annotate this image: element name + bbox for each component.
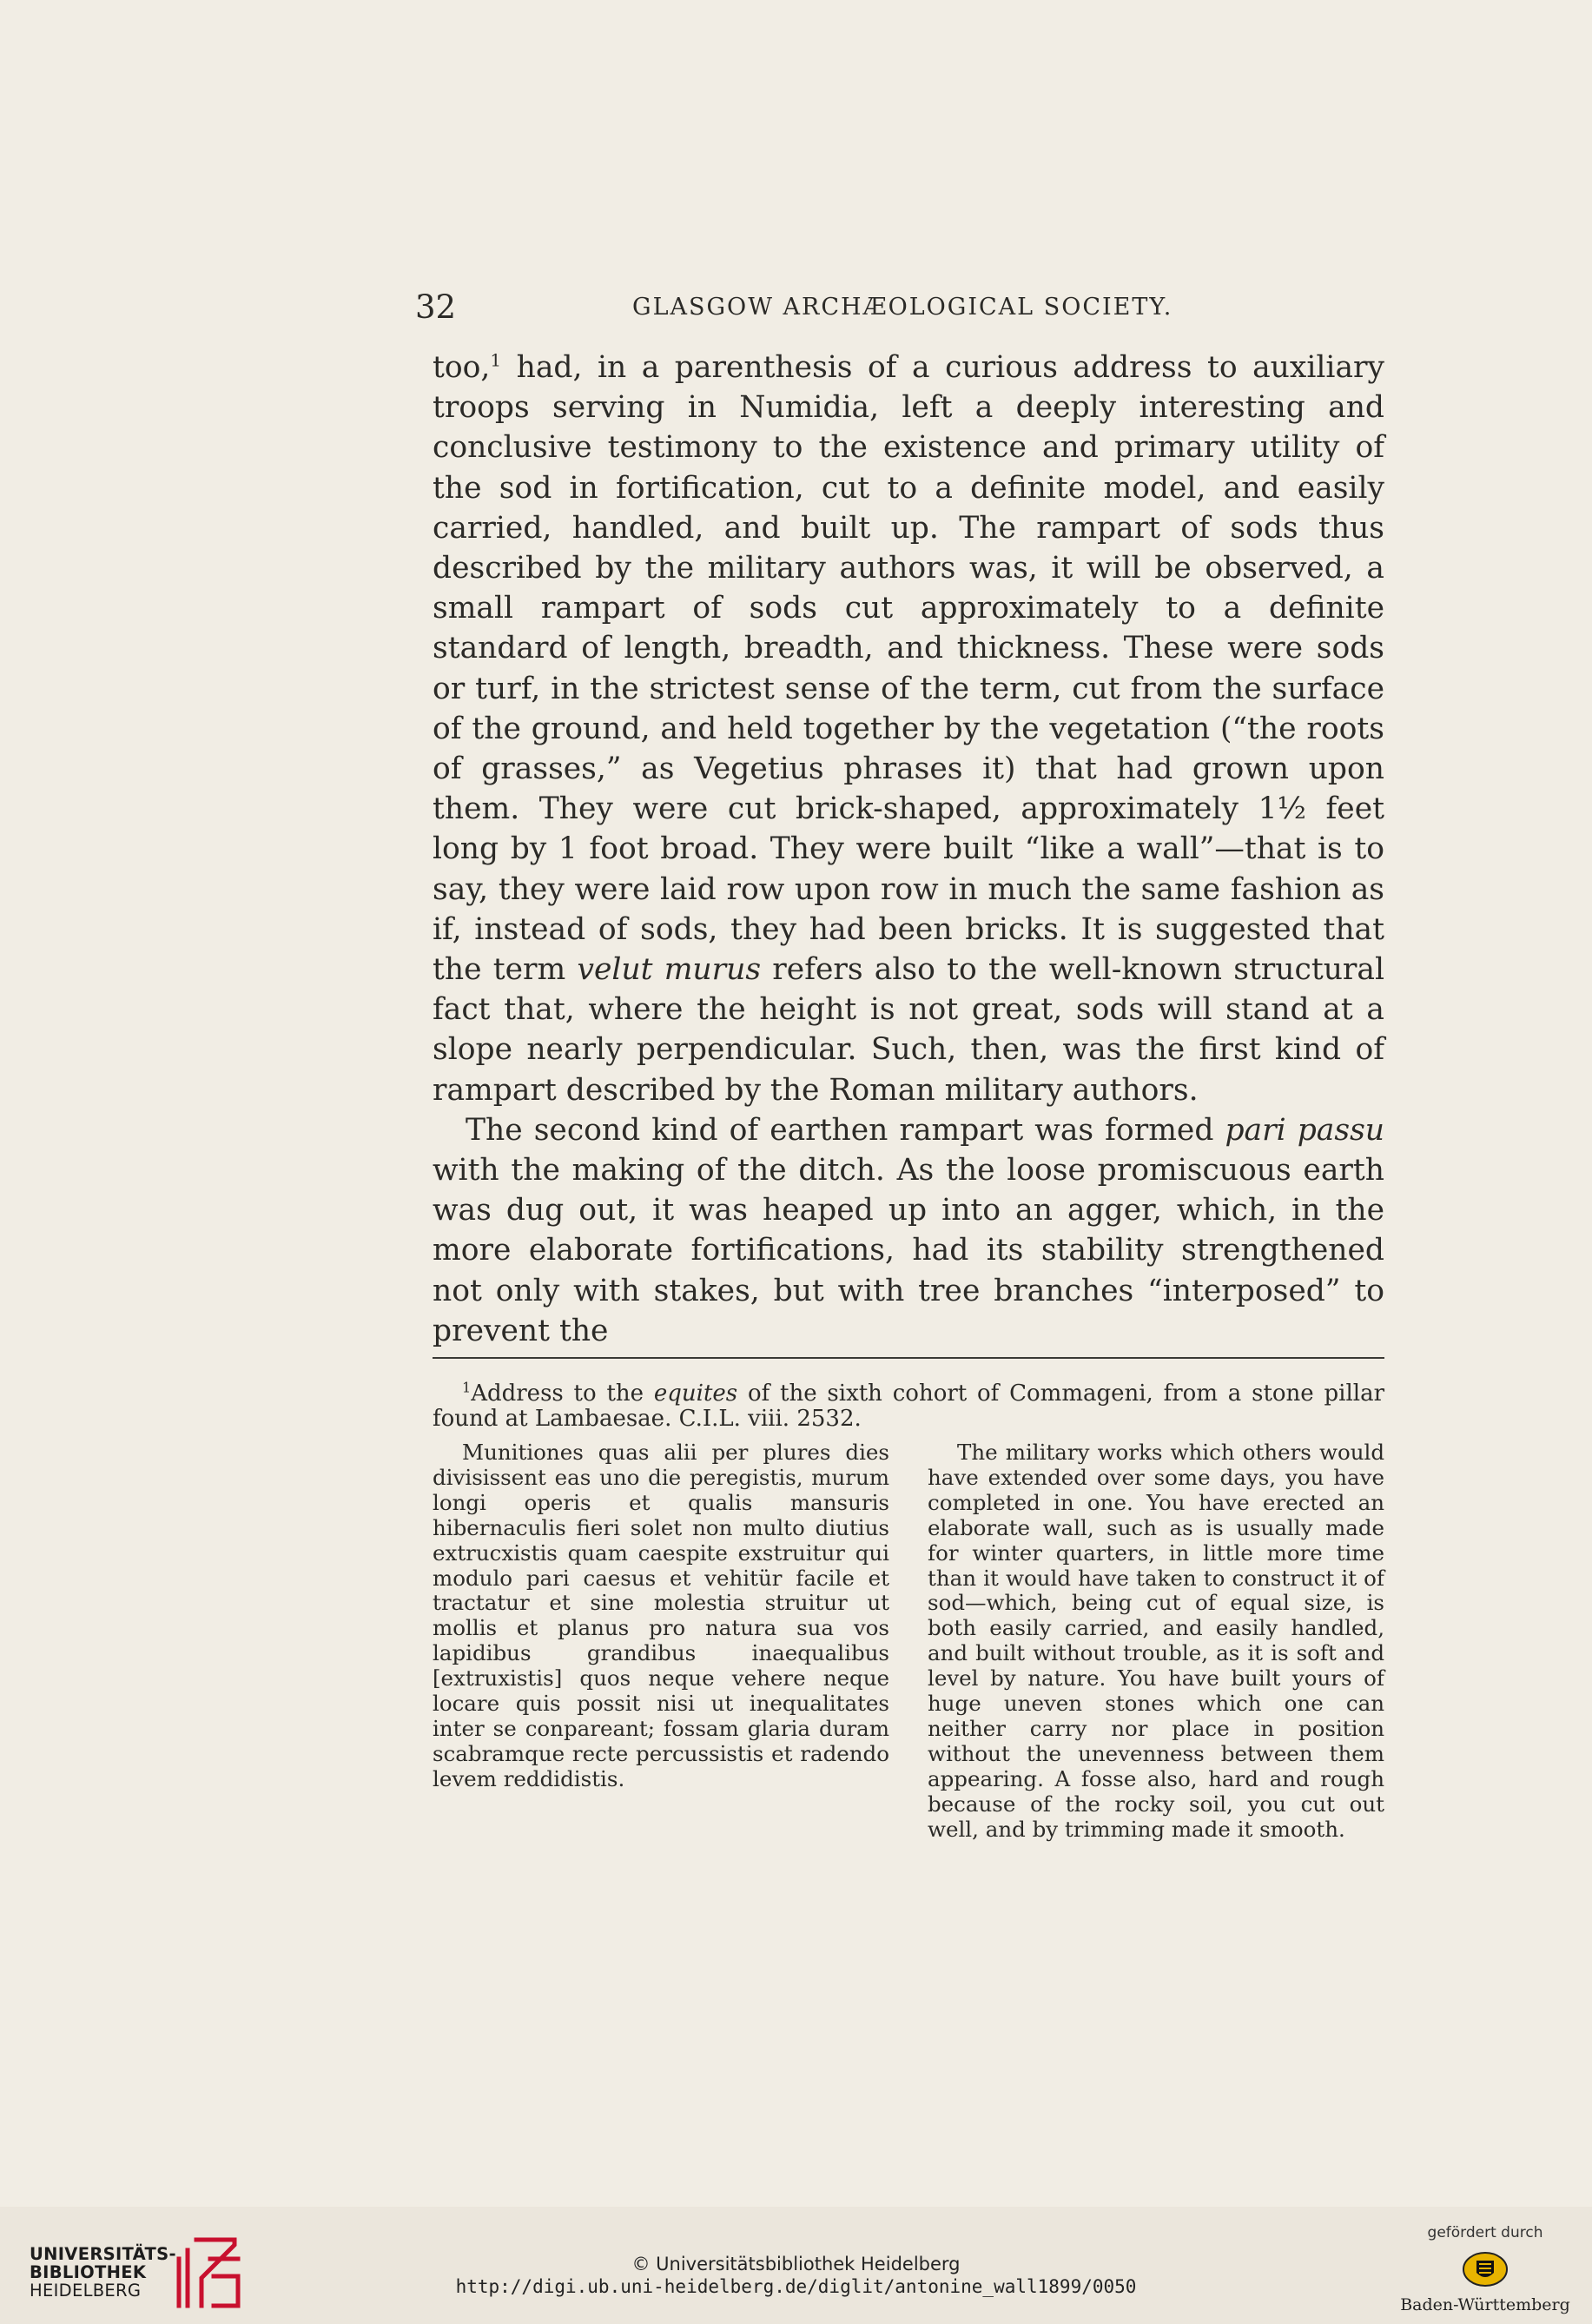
sponsor-label: gefördert durch — [1427, 2224, 1543, 2241]
footnote-italic: equites — [653, 1380, 738, 1407]
footnote — [433, 1381, 1384, 1432]
italic-term-velut-murus: velut murus — [577, 952, 762, 988]
body-text — [433, 348, 1384, 1351]
footnote-reference[interactable]: 1 — [490, 349, 502, 371]
paragraph-1-end: refers also to the well-known structural fact that, where the height is not great, sods will stand at a slope nearly perpendicular. Such, then, was the first kind of rampart described by the Roman military authors. — [433, 952, 1385, 1108]
paragraph-1-lead: too, — [433, 350, 491, 385]
latin-text: Munitiones quas alii per plures dies divisissent eas uno die peregistis, murum longi operis et qualis mansuris hibernaculis fieri solet non multo diutius extrucxistis quam caespite exstruitur qui modulo pari caesus et vehitür facile et tractatur et sine molestia struitur ut mollis et planus pro natura sua vos lapidibus grandibus inaequalibus [extruxistis] quos neque vehere neque locare quis possit nisi ut inequalitates inter se conpareant; fossam glaria duram scabramque recte percussistis et radendo levem reddidistis. — [433, 1440, 889, 1791]
baden-wuerttemberg-emblem-icon — [1462, 2250, 1509, 2288]
running-title: GLASGOW ARCHÆOLOGICAL SOCIETY. — [632, 294, 1173, 321]
paragraph-2 — [433, 1110, 1384, 1351]
paragraph-2-start: The second kind of earthen rampart was formed — [466, 1112, 1225, 1148]
latin-column — [433, 1440, 889, 1792]
library-name-line-3: HEIDELBERG — [30, 2281, 142, 2301]
copyright-notice: © Universitätsbibliothek Heidelberg — [631, 2254, 961, 2274]
footnote-start: Address to the — [471, 1380, 654, 1407]
italic-term-pari-passu: pari passu — [1225, 1112, 1384, 1148]
english-text: The military works which others would have extended over some days, you have completed in one. You have erected an elaborate wall, such as is usually made for winter quarters, in little more time than it would have taken to construct it of sod—which, being cut of equal size, is both easily carried, and easily handled, and built without trouble, as it is soft and level by nature. You have built yours of huge uneven stones which one can neither carry nor place in position without the unevenness between them appearing. A fosse also, hard and rough because of the rocky soil, you cut out well, and by trimming made it smooth. — [928, 1440, 1384, 1842]
running-head — [0, 288, 1592, 332]
permalink-url[interactable]: http://digi.ub.uni-heidelberg.de/diglit/antonine_wall1899/0050 — [455, 2276, 1137, 2297]
sponsor-name: Baden-Württemberg — [1400, 2295, 1570, 2314]
footnote-text — [433, 1381, 1384, 1432]
footer-bar — [0, 2207, 1592, 2324]
english-column — [928, 1440, 1384, 1843]
paragraph-1 — [433, 348, 1384, 1110]
footnote-end: of the sixth cohort of Commageni, from a stone pillar found at Lambaesae. C.I.L. viii. 2532. — [433, 1380, 1385, 1432]
paragraph-1-text: had, in a parenthesis of a curious address to auxiliary troops serving in Numidia, left a deeply interesting and conclusive testimony to the existence and primary utility of the sod in fortification, cut to a definite model, and easily carried, handled, and built up. The rampart of sods thus described by the military authors was, it will be observed, a small rampart of sods cut approximately to a definite standard of length, breadth, and thickness. These were sods or turf, in the strictest sense of the term, cut from the surface of the ground, and held together by the vegetation (“the roots of grasses,” as Vegetius phrases it) that had grown upon them. They were cut brick-shaped, approximately 1½ feet long by 1 foot broad. They were built “like a wall”—that is to say, they were laid row upon row in much the same fashion as if, instead of sods, they had been bricks. It is suggested that the term — [433, 350, 1384, 988]
library-name-line-2: BIBLIOTHEK — [30, 2262, 147, 2282]
paragraph-2-end: with the making of the ditch. As the loose promiscuous earth was dug out, it was heaped up into an agger, which, in the more elaborate fortifications, had its stability strengthened not only with stakes, but with tree branches “interposed” to prevent the — [433, 1153, 1384, 1348]
footnote-divider — [433, 1357, 1384, 1359]
library-name-line-1: UNIVERSITÄTS- — [30, 2244, 176, 2264]
sponsor-block — [1390, 2224, 1581, 2320]
footnote-mark: 1 — [462, 1379, 472, 1396]
page-number: 32 — [415, 288, 457, 326]
